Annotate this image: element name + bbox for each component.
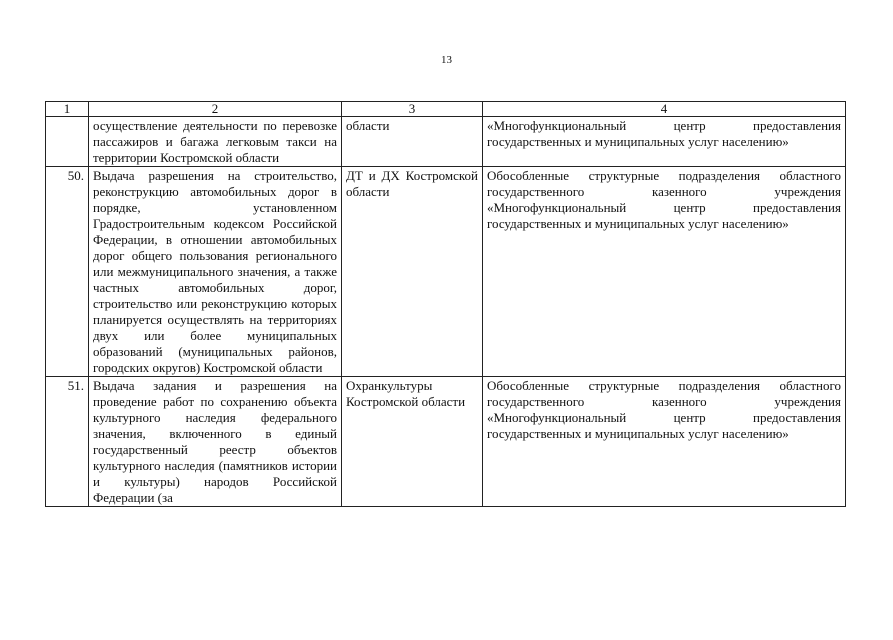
header-col-3: 3 bbox=[342, 102, 483, 117]
services-table bbox=[45, 101, 846, 507]
header-col-4: 4 bbox=[483, 102, 846, 117]
table-row bbox=[46, 167, 846, 377]
authority-cell: ДТ и ДХ Костромской области bbox=[342, 167, 483, 377]
service-cell: Выдача задания и разрешения на проведение работ по сохранению объекта культурного наследия федерального значения, включенного в единый государственный реестр объектов культурного наследия (памятников истории и культуры) народов Российской Федерации (за bbox=[89, 377, 342, 507]
service-cell: осуществление деятельности по перевозке пассажиров и багажа легковым такси на территории Костромской области bbox=[89, 117, 342, 167]
header-col-1: 1 bbox=[46, 102, 89, 117]
page-number: 13 bbox=[441, 54, 452, 66]
row-number bbox=[46, 117, 89, 167]
mfc-cell: «Многофункциональный центр предоставления государственных и муниципальных услуг населению» bbox=[483, 117, 846, 167]
table-row bbox=[46, 117, 846, 167]
authority-cell: Охранкультуры Костромской области bbox=[342, 377, 483, 507]
row-number: 50. bbox=[46, 167, 89, 377]
table-row bbox=[46, 377, 846, 507]
service-cell: Выдача разрешения на строительство, реконструкцию автомобильных дорог в порядке, установленном Градостроительным кодексом Российской Федерации, в отношении автомобильных дорог общего пользования регионального или межмуниципального значения, а также частных автомобильных дорог, строительство или реконструкцию которых планируется осуществлять на территориях двух или более муниципальных образований (муниципальных районов, городских округов) Костромской области bbox=[89, 167, 342, 377]
row-number: 51. bbox=[46, 377, 89, 507]
mfc-cell: Обособленные структурные подразделения областного государственного казенного учреждения «Многофункциональный центр предоставления государственных и муниципальных услуг населению» bbox=[483, 377, 846, 507]
header-col-2: 2 bbox=[89, 102, 342, 117]
mfc-cell: Обособленные структурные подразделения областного государственного казенного учреждения «Многофункциональный центр предоставления государственных и муниципальных услуг населению» bbox=[483, 167, 846, 377]
table-header-row bbox=[46, 102, 846, 117]
authority-cell: области bbox=[342, 117, 483, 167]
